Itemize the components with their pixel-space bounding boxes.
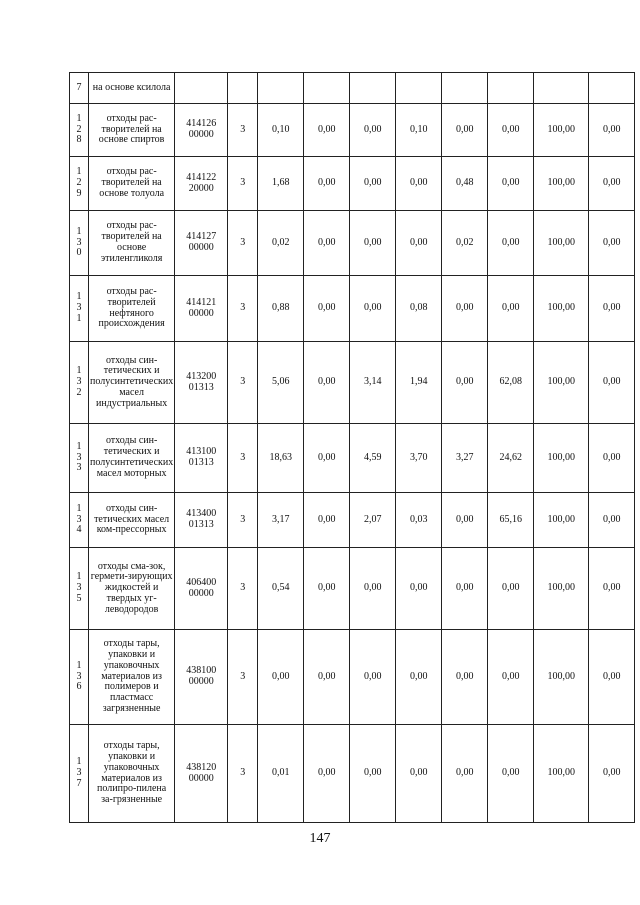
value-cell (396, 211, 442, 276)
value-cell (304, 630, 350, 725)
waste-name (89, 157, 175, 211)
table-row (70, 725, 635, 823)
value-cell (350, 73, 396, 104)
value-cell (442, 104, 488, 157)
waste-code (175, 73, 228, 104)
table-row (70, 630, 635, 725)
waste-name (89, 725, 175, 823)
value-cell-text: 0,00 (501, 582, 520, 594)
hazard-class (228, 342, 258, 424)
value-cell-text: 3,70 (409, 451, 428, 463)
row-number-text: 133 (76, 440, 82, 474)
value-cell-text: 0,00 (501, 302, 520, 314)
value-cell (258, 157, 304, 211)
waste-code-text: 438100 00000 (186, 665, 217, 687)
row-number-text: 128 (76, 112, 82, 146)
value-cell (589, 73, 635, 104)
value-cell (258, 424, 304, 493)
value-cell (534, 725, 589, 823)
value-cell-text: 3,14 (363, 376, 382, 388)
value-cell-text: 100,00 (547, 767, 575, 779)
hazard-class-text: 3 (240, 302, 246, 314)
value-cell (304, 104, 350, 157)
waste-code (175, 493, 228, 548)
value-cell-text: 0,00 (602, 513, 621, 525)
waste-name-text: отходы рас-творителей на основе толуола (99, 166, 165, 199)
waste-name (89, 276, 175, 342)
value-cell (442, 493, 488, 548)
table-row (70, 73, 635, 104)
value-cell-text: 100,00 (547, 451, 575, 463)
table-row (70, 424, 635, 493)
value-cell (396, 276, 442, 342)
value-cell-text: 1,94 (409, 376, 428, 388)
table-body (70, 73, 635, 823)
value-cell-text: 3,27 (455, 451, 474, 463)
value-cell-text: 18,63 (269, 451, 292, 463)
row-number-text: 136 (76, 659, 82, 693)
value-cell (534, 276, 589, 342)
waste-code-text: 414127 00000 (186, 231, 217, 253)
value-cell (396, 104, 442, 157)
value-cell-text: 0,00 (317, 670, 336, 682)
value-cell (488, 424, 534, 493)
value-cell-text: 0,00 (602, 177, 621, 189)
value-cell-text: 0,00 (501, 123, 520, 135)
value-cell (534, 424, 589, 493)
row-number (70, 276, 89, 342)
value-cell (589, 548, 635, 630)
value-cell (534, 104, 589, 157)
waste-name (89, 73, 175, 104)
hazard-class-text: 3 (240, 177, 246, 189)
value-cell (534, 548, 589, 630)
value-cell-text: 0,00 (501, 177, 520, 189)
table-row (70, 211, 635, 276)
value-cell-text: 0,03 (409, 513, 428, 525)
value-cell-text: 0,00 (409, 582, 428, 594)
hazard-class (228, 73, 258, 104)
value-cell (589, 424, 635, 493)
waste-code-text: 414121 00000 (186, 296, 217, 319)
waste-code-text: 413400 01313 (186, 508, 217, 530)
value-cell-text: 0,00 (317, 302, 336, 314)
value-cell (258, 493, 304, 548)
waste-name-text: отходы рас-творителей на основе этиленгликоля (100, 220, 163, 264)
waste-code (175, 342, 228, 424)
value-cell-text: 62,08 (499, 376, 522, 388)
value-cell (304, 73, 350, 104)
value-cell (488, 342, 534, 424)
value-cell-text: 0,00 (501, 767, 520, 779)
value-cell (396, 73, 442, 104)
table-row (70, 342, 635, 424)
value-cell (258, 725, 304, 823)
value-cell-text: 0,00 (271, 670, 290, 682)
value-cell-text: 100,00 (547, 582, 575, 594)
value-cell (442, 73, 488, 104)
value-cell (534, 157, 589, 211)
value-cell (258, 342, 304, 424)
value-cell-text: 0,00 (409, 767, 428, 779)
value-cell (258, 211, 304, 276)
value-cell (442, 725, 488, 823)
value-cell (589, 342, 635, 424)
value-cell-text: 0,00 (455, 376, 474, 388)
hazard-class-text: 3 (240, 582, 246, 594)
value-cell-text: 100,00 (547, 177, 575, 189)
row-number-text: 7 (76, 81, 82, 93)
value-cell-text: 3,17 (271, 513, 290, 525)
value-cell-text: 0,00 (602, 376, 621, 388)
value-cell-text: 100,00 (547, 670, 575, 682)
hazard-class (228, 157, 258, 211)
value-cell (396, 342, 442, 424)
waste-name (89, 211, 175, 276)
value-cell (350, 493, 396, 548)
value-cell-text: 0,00 (363, 582, 382, 594)
value-cell (589, 211, 635, 276)
value-cell (304, 276, 350, 342)
value-cell (304, 548, 350, 630)
page-number: 147 (309, 831, 331, 846)
row-number (70, 211, 89, 276)
hazard-class (228, 548, 258, 630)
value-cell (304, 211, 350, 276)
value-cell-text: 0,00 (455, 302, 474, 314)
value-cell (258, 548, 304, 630)
value-cell (258, 630, 304, 725)
value-cell-text: 4,59 (363, 451, 382, 463)
table-row (70, 157, 635, 211)
row-number-text: 132 (76, 365, 82, 398)
value-cell-text: 100,00 (547, 513, 575, 525)
value-cell-text: 0,00 (409, 670, 428, 682)
value-cell-text: 0,10 (409, 123, 428, 135)
value-cell (350, 276, 396, 342)
value-cell-text: 0,00 (363, 177, 382, 189)
value-cell (304, 493, 350, 548)
value-cell (488, 548, 534, 630)
value-cell (396, 157, 442, 211)
hazard-class-text: 3 (240, 513, 246, 525)
row-number-text: 134 (76, 502, 82, 536)
hazard-class (228, 424, 258, 493)
waste-name-text: отходы тары, упаковки и упаковочных материалов из полимеров и пластмасс загрязненные (101, 638, 162, 714)
table-row (70, 548, 635, 630)
value-cell (304, 157, 350, 211)
value-cell-text: 0,00 (455, 513, 474, 525)
waste-name (89, 630, 175, 725)
table-row (70, 493, 635, 548)
value-cell (258, 104, 304, 157)
value-cell-text: 0,00 (317, 451, 336, 463)
value-cell (304, 342, 350, 424)
waste-code-text: 438120 00000 (186, 761, 217, 784)
value-cell-text: 0,88 (271, 302, 290, 314)
waste-name-text: отходы рас-творителей на основе спиртов (98, 112, 165, 146)
value-cell (350, 424, 396, 493)
hazard-class (228, 493, 258, 548)
value-cell (442, 157, 488, 211)
value-cell-text: 0,00 (409, 177, 428, 189)
hazard-class-text: 3 (240, 670, 246, 682)
value-cell (534, 493, 589, 548)
value-cell-text: 100,00 (547, 236, 575, 248)
row-number-text: 130 (76, 225, 82, 259)
value-cell (350, 211, 396, 276)
waste-code (175, 157, 228, 211)
value-cell-text: 0,00 (455, 767, 474, 779)
row-number (70, 493, 89, 548)
waste-name (89, 548, 175, 630)
value-cell-text: 0,00 (317, 177, 336, 189)
value-cell (442, 424, 488, 493)
row-number-text: 135 (76, 571, 82, 604)
value-cell-text: 0,00 (455, 123, 474, 135)
waste-name (89, 424, 175, 493)
value-cell-text: 0,00 (363, 767, 382, 779)
value-cell-text: 0,02 (271, 236, 290, 248)
waste-name-text: на основе ксилола (92, 81, 171, 93)
row-number (70, 725, 89, 823)
value-cell-text: 0,48 (455, 177, 474, 189)
value-cell-text: 0,00 (317, 123, 336, 135)
waste-name (89, 493, 175, 548)
waste-code (175, 104, 228, 157)
value-cell (589, 276, 635, 342)
hazard-class-text: 3 (240, 767, 246, 779)
waste-code-text: 414122 20000 (186, 171, 217, 194)
value-cell (396, 493, 442, 548)
value-cell-text: 0,00 (602, 451, 621, 463)
value-cell-text: 0,00 (317, 767, 336, 779)
value-cell-text: 0,00 (602, 582, 621, 594)
value-cell-text: 2,07 (363, 513, 382, 525)
row-number-text: 131 (76, 291, 82, 324)
value-cell (396, 725, 442, 823)
row-number (70, 104, 89, 157)
value-cell-text: 0,00 (363, 123, 382, 135)
value-cell (589, 157, 635, 211)
value-cell-text: 100,00 (547, 302, 575, 314)
value-cell-text: 0,00 (409, 236, 428, 248)
hazard-class-text: 3 (240, 376, 246, 388)
value-cell-text: 100,00 (547, 123, 575, 135)
value-cell (350, 342, 396, 424)
value-cell (304, 424, 350, 493)
value-cell (534, 630, 589, 725)
value-cell (488, 104, 534, 157)
value-cell (589, 104, 635, 157)
value-cell-text: 0,00 (602, 123, 621, 135)
waste-table (69, 72, 635, 823)
value-cell (488, 73, 534, 104)
value-cell (589, 493, 635, 548)
value-cell (442, 276, 488, 342)
value-cell-text: 0,00 (317, 236, 336, 248)
value-cell (442, 342, 488, 424)
hazard-class (228, 211, 258, 276)
value-cell-text: 0,54 (271, 582, 290, 594)
waste-code-text: 413100 01313 (186, 446, 217, 468)
value-cell-text: 0,00 (501, 236, 520, 248)
value-cell-text: 0,02 (455, 236, 474, 248)
hazard-class (228, 630, 258, 725)
waste-code (175, 725, 228, 823)
value-cell (488, 725, 534, 823)
waste-name-text: отходы син-тетических и полусинтетических масел моторных (90, 435, 174, 479)
waste-name-text: отходы рас-творителей нефтяного происхождения (98, 285, 165, 330)
row-number (70, 157, 89, 211)
value-cell (350, 548, 396, 630)
hazard-class-text: 3 (240, 451, 246, 463)
value-cell-text: 0,08 (409, 302, 428, 314)
value-cell (258, 276, 304, 342)
value-cell (350, 104, 396, 157)
value-cell-text: 0,00 (602, 767, 621, 779)
value-cell-text: 0,00 (602, 302, 621, 314)
value-cell-text: 0,00 (455, 582, 474, 594)
value-cell-text: 0,01 (271, 767, 290, 779)
hazard-class (228, 725, 258, 823)
value-cell-text: 0,00 (602, 236, 621, 248)
waste-name-text: отходы син-тетических и полусинтетических масел индустриальных (90, 354, 174, 409)
value-cell-text: 65,16 (499, 513, 522, 525)
value-cell (350, 725, 396, 823)
value-cell-text: 0,00 (455, 670, 474, 682)
value-cell-text: 5,06 (271, 376, 290, 388)
value-cell (350, 157, 396, 211)
value-cell (488, 211, 534, 276)
waste-name-text: отходы сма-зок, гермети-зирующих жидкостей и твердых уг-леводородов (90, 560, 173, 615)
value-cell (534, 211, 589, 276)
value-cell-text: 0,00 (317, 582, 336, 594)
hazard-class (228, 276, 258, 342)
value-cell (488, 157, 534, 211)
waste-name (89, 342, 175, 424)
value-cell-text: 0,00 (363, 302, 382, 314)
value-cell (396, 424, 442, 493)
value-cell (534, 342, 589, 424)
hazard-class-text: 3 (240, 123, 246, 135)
waste-code-text: 414126 00000 (186, 118, 217, 140)
waste-code (175, 276, 228, 342)
row-number (70, 630, 89, 725)
value-cell-text: 0,00 (501, 670, 520, 682)
waste-name-text: отходы тары, упаковки и упаковочных материалов из полипро-пилена за-грязненные (97, 740, 167, 806)
waste-code-text: 406400 00000 (186, 576, 217, 599)
waste-code (175, 424, 228, 493)
value-cell (304, 725, 350, 823)
row-number-text: 137 (76, 756, 82, 789)
waste-code (175, 630, 228, 725)
value-cell (488, 630, 534, 725)
value-cell-text: 1,68 (271, 177, 290, 189)
row-number (70, 424, 89, 493)
waste-code (175, 211, 228, 276)
hazard-class (228, 104, 258, 157)
row-number-text: 129 (76, 166, 82, 199)
row-number (70, 342, 89, 424)
value-cell (488, 276, 534, 342)
waste-name (89, 104, 175, 157)
value-cell (488, 493, 534, 548)
value-cell-text: 0,00 (363, 670, 382, 682)
waste-code-text: 413200 01313 (186, 370, 217, 393)
value-cell (534, 73, 589, 104)
value-cell (350, 630, 396, 725)
value-cell (589, 630, 635, 725)
value-cell-text: 0,10 (271, 123, 290, 135)
value-cell (589, 725, 635, 823)
value-cell-text: 0,00 (602, 670, 621, 682)
value-cell (442, 630, 488, 725)
row-number (70, 548, 89, 630)
value-cell (442, 548, 488, 630)
row-number (70, 73, 89, 104)
value-cell-text: 0,00 (363, 236, 382, 248)
value-cell (396, 630, 442, 725)
waste-name-text: отходы син-тетических масел ком-прессорных (94, 502, 170, 536)
value-cell (396, 548, 442, 630)
hazard-class-text: 3 (240, 236, 246, 248)
value-cell-text: 0,00 (317, 513, 336, 525)
waste-code (175, 548, 228, 630)
value-cell-text: 0,00 (317, 376, 336, 388)
value-cell (442, 211, 488, 276)
value-cell-text: 100,00 (547, 376, 575, 388)
value-cell (258, 73, 304, 104)
table-row (70, 276, 635, 342)
table-row (70, 104, 635, 157)
value-cell-text: 24,62 (499, 451, 522, 463)
